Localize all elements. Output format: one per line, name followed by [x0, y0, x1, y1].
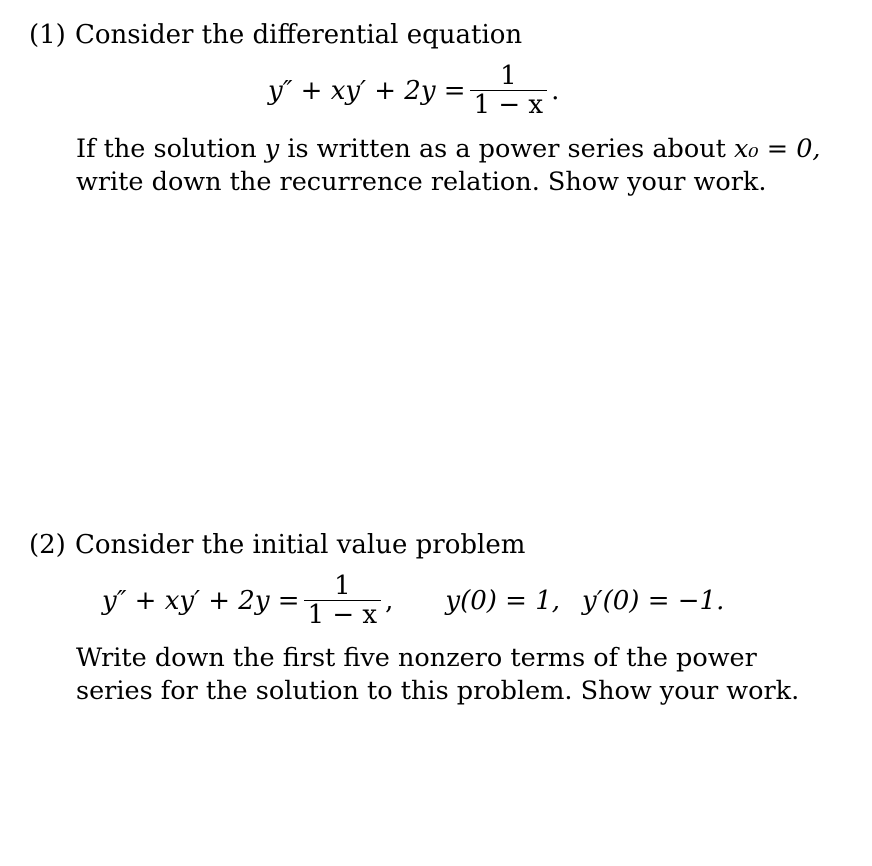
problem-1-number: (1) [29, 20, 66, 50]
problem-1-equation [268, 62, 559, 119]
problem-2-fraction-denominator: 1 − x [304, 600, 382, 629]
problem-2-equation-trailer: , [385, 585, 394, 616]
problem-1-var-y: y [264, 134, 280, 164]
problem-1-fraction-denominator: 1 − x [470, 90, 548, 119]
problem-1-intro: Consider the differential equation [75, 20, 523, 50]
problem-2-number: (2) [29, 530, 66, 560]
problem-2-fraction-numerator: 1 [334, 571, 351, 601]
problem-1-equation-trailer: . [551, 75, 560, 106]
problem-2-equation-lhs: y″ + xy′ + 2y = [102, 585, 300, 616]
problem-2-question: Write down the first five nonzero terms of the power series for the solution to this problem. Show your work. [76, 643, 800, 706]
problem-1-fraction-numerator: 1 [500, 61, 517, 91]
problem-1-text-mid: is written as a power series about [287, 134, 726, 164]
problem-1-text-after: write down the recurrence relation. Show your work. [76, 167, 767, 197]
problem-2-intro: Consider the initial value problem [75, 530, 526, 560]
problem-2-fraction [304, 572, 382, 629]
problem-1-text-before-var: If the solution [76, 134, 257, 164]
problem-1-question [76, 133, 836, 199]
problem-2-equation [102, 572, 724, 629]
problem-1-intro-line [29, 20, 522, 50]
problem-1-equation-lhs: y″ + xy′ + 2y = [268, 75, 466, 106]
problem-1-fraction [470, 62, 548, 119]
problem-2-initial-condition-1: y(0) = 1, [445, 585, 561, 616]
problem-2-intro-line [29, 530, 525, 560]
problem-1-x0-expression: x₀ = 0, [734, 134, 821, 164]
problem-2-initial-condition-2: y′(0) = −1. [582, 585, 725, 616]
